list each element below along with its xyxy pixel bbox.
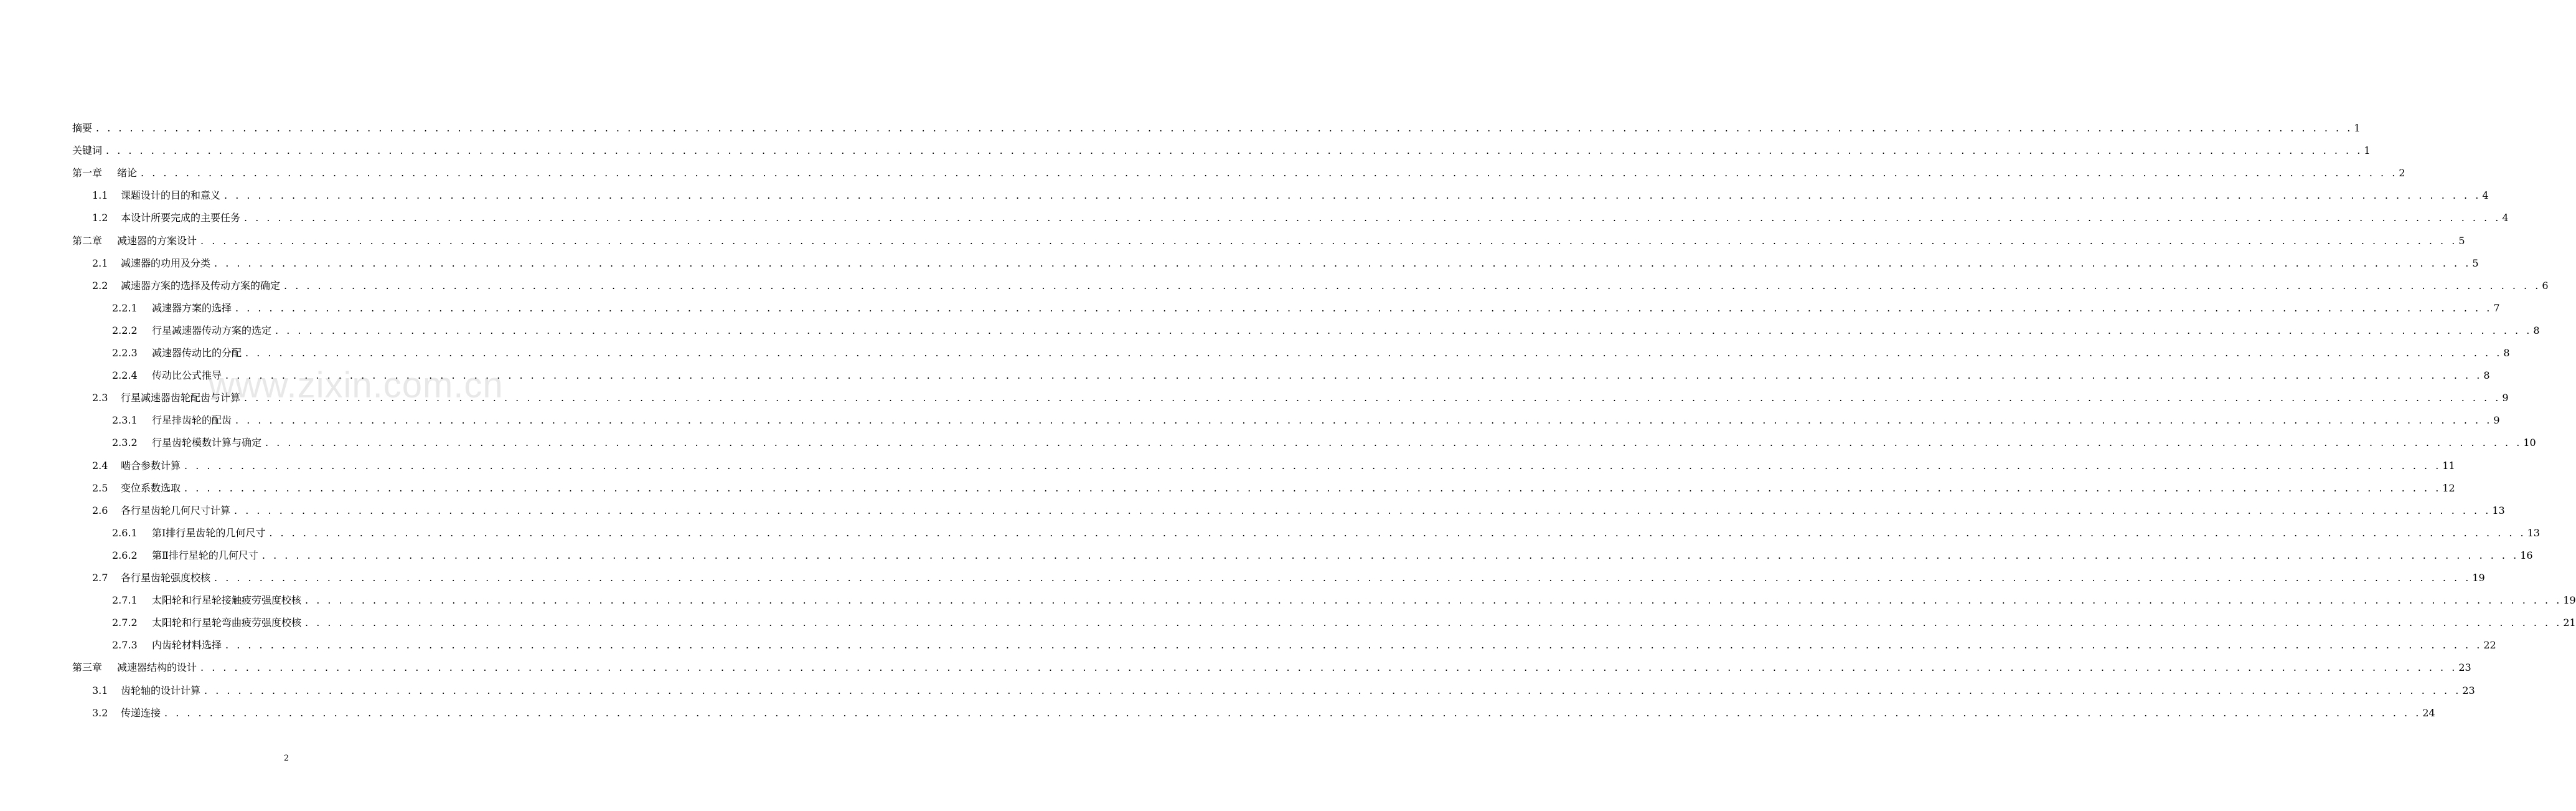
toc-entry-page: 8 [2483, 369, 2490, 382]
toc-dot-leader: . . . . . . . . . . . . . . . . . . . . . . . . . . . . . . . . . . . . . . . . . . . . . . . . . . . . . . . . . . . . . . . . . . . . . . . . . . . . . . . . . . . . . . . . . . . . . . . . . . . . . . . . . . . . . . . . . . . . . . . . . . . . . . . . . . . . . . . . . . . . . . . . . . . . . . . . . . . . . . . . . . . . . . . . . . . . . . . . . . . . . . . . . . . . . . . . . . . . . . . . [204, 684, 2461, 696]
toc-dot-leader: . . . . . . . . . . . . . . . . . . . . . . . . . . . . . . . . . . . . . . . . . . . . . . . . . . . . . . . . . . . . . . . . . . . . . . . . . . . . . . . . . . . . . . . . . . . . . . . . . . . . . . . . . . . . . . . . . . . . . . . . . . . . . . . . . . . . . . . . . . . . . . . . . . . . . . . . . . . . . . . . . . . . . . . . . . . . . . . . . . . . . . . . . . . . . . . . . . . . . . . . [305, 617, 2562, 629]
toc-entry[interactable] [112, 430, 2536, 449]
toc-entry[interactable] [72, 116, 2361, 135]
toc-entry-page: 19 [2472, 572, 2485, 584]
toc-entry-title: 啮合参数计算 [121, 459, 181, 472]
toc-entry-title: 太阳轮和行星轮接触疲劳强度校核 [152, 594, 302, 607]
toc-dot-leader: . . . . . . . . . . . . . . . . . . . . . . . . . . . . . . . . . . . . . . . . . . . . . . . . . . . . . . . . . . . . . . . . . . . . . . . . . . . . . . . . . . . . . . . . . . . . . . . . . . . . . . . . . . . . . . . . . . . . . . . . . . . . . . . . . . . . . . . . . . . . . . . . . . . . . . . . . . . . . . . . . . . . . . . . . . . . . . . . . . . . . . . . . . . . . . . . . . . . . . . . [214, 257, 2471, 269]
toc-entry[interactable] [112, 521, 2540, 539]
toc-entry-title: 各行星齿轮强度校核 [121, 572, 211, 584]
toc-dot-leader: . . . . . . . . . . . . . . . . . . . . . . . . . . . . . . . . . . . . . . . . . . . . . . . . . . . . . . . . . . . . . . . . . . . . . . . . . . . . . . . . . . . . . . . . . . . . . . . . . . . . . . . . . . . . . . . . . . . . . . . . . . . . . . . . . . . . . . . . . . . . . . . . . . . . . . . . . . . . . . . . . . . . . . . . . . . . . . . . . . . . . . . . . . . . . . . . . . . . . . . . [225, 639, 2483, 652]
toc-entry-page: 4 [2482, 189, 2489, 202]
toc-entry[interactable] [92, 701, 2435, 719]
toc-entry-page: 23 [2462, 684, 2475, 696]
toc-entry-number: 2.6.1 [112, 526, 138, 539]
toc-dot-leader: . . . . . . . . . . . . . . . . . . . . . . . . . . . . . . . . . . . . . . . . . . . . . . . . . . . . . . . . . . . . . . . . . . . . . . . . . . . . . . . . . . . . . . . . . . . . . . . . . . . . . . . . . . . . . . . . . . . . . . . . . . . . . . . . . . . . . . . . . . . . . . . . . . . . . . . . . . . . . . . . . . . . . . . . . . . . . . . . . . . . . . . . . . . . . . . . . . . . . . . . [269, 526, 2526, 539]
toc-dot-leader: . . . . . . . . . . . . . . . . . . . . . . . . . . . . . . . . . . . . . . . . . . . . . . . . . . . . . . . . . . . . . . . . . . . . . . . . . . . . . . . . . . . . . . . . . . . . . . . . . . . . . . . . . . . . . . . . . . . . . . . . . . . . . . . . . . . . . . . . . . . . . . . . . . . . . . . . . . . . . . . . . . . . . . . . . . . . . . . . . . . . . . . . . . . . . . . . . . . . . . . . [200, 234, 2458, 247]
toc-entry-number: 2.3.1 [112, 414, 138, 427]
toc-entry-number: 2.5 [92, 481, 108, 494]
toc-dot-leader: . . . . . . . . . . . . . . . . . . . . . . . . . . . . . . . . . . . . . . . . . . . . . . . . . . . . . . . . . . . . . . . . . . . . . . . . . . . . . . . . . . . . . . . . . . . . . . . . . . . . . . . . . . . . . . . . . . . . . . . . . . . . . . . . . . . . . . . . . . . . . . . . . . . . . . . . . . . . . . . . . . . . . . . . . . . . . . . . . . . . . . . . . . . . . . . . . . . . . . . . [234, 504, 2491, 516]
toc-entry-title: 关键词 [72, 145, 103, 157]
toc-entry-title: 减速器的功用及分类 [121, 257, 211, 269]
toc-dot-leader: . . . . . . . . . . . . . . . . . . . . . . . . . . . . . . . . . . . . . . . . . . . . . . . . . . . . . . . . . . . . . . . . . . . . . . . . . . . . . . . . . . . . . . . . . . . . . . . . . . . . . . . . . . . . . . . . . . . . . . . . . . . . . . . . . . . . . . . . . . . . . . . . . . . . . . . . . . . . . . . . . . . . . . . . . . . . . . . . . . . . . . . . . . . . . . . . . . . . . . . . [245, 347, 2503, 359]
toc-entry-page: 19 [2563, 594, 2576, 607]
toc-entry-page: 7 [2493, 301, 2500, 314]
toc-dot-leader: . . . . . . . . . . . . . . . . . . . . . . . . . . . . . . . . . . . . . . . . . . . . . . . . . . . . . . . . . . . . . . . . . . . . . . . . . . . . . . . . . . . . . . . . . . . . . . . . . . . . . . . . . . . . . . . . . . . . . . . . . . . . . . . . . . . . . . . . . . . . . . . . . . . . . . . . . . . . . . . . . . . . . . . . . . . . . . . . . . . . . . . . . . . . . . . . . . . . . . . . [225, 369, 2483, 382]
toc-entry-title: 课题设计的目的和意义 [121, 189, 221, 202]
toc-entry-title: 第Ⅰ排行星齿轮的几何尺寸 [152, 526, 266, 539]
toc-entry[interactable] [72, 161, 2405, 179]
toc-dot-leader: . . . . . . . . . . . . . . . . . . . . . . . . . . . . . . . . . . . . . . . . . . . . . . . . . . . . . . . . . . . . . . . . . . . . . . . . . . . . . . . . . . . . . . . . . . . . . . . . . . . . . . . . . . . . . . . . . . . . . . . . . . . . . . . . . . . . . . . . . . . . . . . . . . . . . . . . . . . . . . . . . . . . . . . . . . . . . . . . . . . . . . . . . . . . . . . . . . . . . . . . [284, 279, 2541, 292]
toc-dot-leader: . . . . . . . . . . . . . . . . . . . . . . . . . . . . . . . . . . . . . . . . . . . . . . . . . . . . . . . . . . . . . . . . . . . . . . . . . . . . . . . . . . . . . . . . . . . . . . . . . . . . . . . . . . . . . . . . . . . . . . . . . . . . . . . . . . . . . . . . . . . . . . . . . . . . . . . . . . . . . . . . . . . . . . . . . . . . . . . . . . . . . . . . . . . . . . . . . . . . . . . . [96, 122, 2353, 134]
toc-entry-page: 13 [2527, 526, 2540, 539]
toc-entry-title: 减速器方案的选择及传动方案的确定 [121, 279, 281, 292]
toc-entry-page: 22 [2483, 639, 2496, 652]
toc-entry-title: 各行星齿轮几何尺寸计算 [121, 504, 231, 516]
toc-entry[interactable] [92, 453, 2455, 472]
toc-entry-page: 23 [2458, 662, 2471, 674]
toc-entry-title: 内齿轮材料选择 [152, 639, 222, 652]
toc-entry-number: 2.7.2 [112, 617, 138, 629]
toc-dot-leader: . . . . . . . . . . . . . . . . . . . . . . . . . . . . . . . . . . . . . . . . . . . . . . . . . . . . . . . . . . . . . . . . . . . . . . . . . . . . . . . . . . . . . . . . . . . . . . . . . . . . . . . . . . . . . . . . . . . . . . . . . . . . . . . . . . . . . . . . . . . . . . . . . . . . . . . . . . . . . . . . . . . . . . . . . . . . . . . . . . . . . . . . . . . . . . . . . . . . . . . . [235, 414, 2493, 427]
toc-entry[interactable] [112, 633, 2496, 652]
toc-dot-leader: . . . . . . . . . . . . . . . . . . . . . . . . . . . . . . . . . . . . . . . . . . . . . . . . . . . . . . . . . . . . . . . . . . . . . . . . . . . . . . . . . . . . . . . . . . . . . . . . . . . . . . . . . . . . . . . . . . . . . . . . . . . . . . . . . . . . . . . . . . . . . . . . . . . . . . . . . . . . . . . . . . . . . . . . . . . . . . . . . . . . . . . . . . . . . . . . . . . . . . . . [141, 167, 2398, 179]
toc-entry-number: 第一章 [72, 167, 103, 179]
toc-entry[interactable] [72, 138, 2371, 157]
toc-entry-number: 2.1 [92, 257, 108, 269]
toc-dot-leader: . . . . . . . . . . . . . . . . . . . . . . . . . . . . . . . . . . . . . . . . . . . . . . . . . . . . . . . . . . . . . . . . . . . . . . . . . . . . . . . . . . . . . . . . . . . . . . . . . . . . . . . . . . . . . . . . . . . . . . . . . . . . . . . . . . . . . . . . . . . . . . . . . . . . . . . . . . . . . . . . . . . . . . . . . . . . . . . . . . . . . . . . . . . . . . . . . . . . . . . . [261, 549, 2519, 561]
toc-dot-leader: . . . . . . . . . . . . . . . . . . . . . . . . . . . . . . . . . . . . . . . . . . . . . . . . . . . . . . . . . . . . . . . . . . . . . . . . . . . . . . . . . . . . . . . . . . . . . . . . . . . . . . . . . . . . . . . . . . . . . . . . . . . . . . . . . . . . . . . . . . . . . . . . . . . . . . . . . . . . . . . . . . . . . . . . . . . . . . . . . . . . . . . . . . . . . . . . . . . . . . . . [224, 189, 2481, 202]
toc-entry-title: 变位系数选取 [121, 481, 181, 494]
toc-entry-number: 2.3.2 [112, 437, 138, 449]
toc-entry[interactable] [112, 588, 2576, 607]
toc-entry-page: 1 [2354, 122, 2361, 134]
toc-entry-page: 5 [2472, 257, 2479, 269]
toc-entry-number: 2.2.3 [112, 347, 138, 359]
toc-entry[interactable] [72, 229, 2465, 247]
toc-entry-title: 行星排齿轮的配齿 [152, 414, 232, 427]
toc-entry[interactable] [92, 566, 2485, 584]
toc-entry-page: 12 [2442, 481, 2455, 494]
toc-entry-title: 齿轮轴的设计计算 [121, 684, 201, 696]
toc-dot-leader: . . . . . . . . . . . . . . . . . . . . . . . . . . . . . . . . . . . . . . . . . . . . . . . . . . . . . . . . . . . . . . . . . . . . . . . . . . . . . . . . . . . . . . . . . . . . . . . . . . . . . . . . . . . . . . . . . . . . . . . . . . . . . . . . . . . . . . . . . . . . . . . . . . . . . . . . . . . . . . . . . . . . . . . . . . . . . . . . . . . . . . . . . . . . . . . . . . . . . . . . [244, 212, 2501, 224]
toc-dot-leader: . . . . . . . . . . . . . . . . . . . . . . . . . . . . . . . . . . . . . . . . . . . . . . . . . . . . . . . . . . . . . . . . . . . . . . . . . . . . . . . . . . . . . . . . . . . . . . . . . . . . . . . . . . . . . . . . . . . . . . . . . . . . . . . . . . . . . . . . . . . . . . . . . . . . . . . . . . . . . . . . . . . . . . . . . . . . . . . . . . . . . . . . . . . . . . . . . . . . . . . . [235, 301, 2493, 314]
toc-entry-title: 绪论 [117, 167, 138, 179]
toc-dot-leader: . . . . . . . . . . . . . . . . . . . . . . . . . . . . . . . . . . . . . . . . . . . . . . . . . . . . . . . . . . . . . . . . . . . . . . . . . . . . . . . . . . . . . . . . . . . . . . . . . . . . . . . . . . . . . . . . . . . . . . . . . . . . . . . . . . . . . . . . . . . . . . . . . . . . . . . . . . . . . . . . . . . . . . . . . . . . . . . . . . . . . . . . . . . . . . . . . . . . . . . . [164, 706, 2422, 719]
toc-entry[interactable] [92, 206, 2509, 224]
toc-entry-number: 2.2 [92, 279, 108, 292]
toc-entry[interactable] [112, 610, 2576, 629]
toc-entry-page: 16 [2520, 549, 2533, 561]
toc-entry-title: 太阳轮和行星轮弯曲疲劳强度校核 [152, 617, 302, 629]
toc-entry-number: 2.2.1 [112, 301, 138, 314]
toc-entry-title: 减速器方案的选择 [152, 301, 232, 314]
toc-entry-title: 减速器结构的设计 [117, 662, 197, 674]
toc-entry-title: 减速器的方案设计 [117, 234, 197, 247]
toc-entry-page: 21 [2563, 617, 2576, 629]
toc-dot-leader: . . . . . . . . . . . . . . . . . . . . . . . . . . . . . . . . . . . . . . . . . . . . . . . . . . . . . . . . . . . . . . . . . . . . . . . . . . . . . . . . . . . . . . . . . . . . . . . . . . . . . . . . . . . . . . . . . . . . . . . . . . . . . . . . . . . . . . . . . . . . . . . . . . . . . . . . . . . . . . . . . . . . . . . . . . . . . . . . . . . . . . . . . . . . . . . . . . . . . . . . [106, 145, 2363, 157]
toc-entry-number: 2.7.1 [112, 594, 138, 607]
toc-entry-number: 2.6.2 [112, 549, 138, 561]
toc-entry-number: 2.3 [92, 392, 108, 404]
toc-entry[interactable] [92, 386, 2509, 404]
toc-entry-page: 2 [2399, 167, 2405, 179]
toc-dot-leader: . . . . . . . . . . . . . . . . . . . . . . . . . . . . . . . . . . . . . . . . . . . . . . . . . . . . . . . . . . . . . . . . . . . . . . . . . . . . . . . . . . . . . . . . . . . . . . . . . . . . . . . . . . . . . . . . . . . . . . . . . . . . . . . . . . . . . . . . . . . . . . . . . . . . . . . . . . . . . . . . . . . . . . . . . . . . . . . . . . . . . . . . . . . . . . . . . . . . . . . . [214, 572, 2471, 584]
toc-entry-title: 行星齿轮模数计算与确定 [152, 437, 262, 449]
toc-dot-leader: . . . . . . . . . . . . . . . . . . . . . . . . . . . . . . . . . . . . . . . . . . . . . . . . . . . . . . . . . . . . . . . . . . . . . . . . . . . . . . . . . . . . . . . . . . . . . . . . . . . . . . . . . . . . . . . . . . . . . . . . . . . . . . . . . . . . . . . . . . . . . . . . . . . . . . . . . . . . . . . . . . . . . . . . . . . . . . . . . . . . . . . . . . . . . . . . . . . . . . . . [200, 662, 2458, 674]
toc-entry[interactable] [92, 273, 2549, 292]
toc-entry-title: 摘要 [72, 122, 93, 134]
toc-entry-page: 5 [2458, 234, 2465, 247]
toc-entry-page: 11 [2442, 459, 2455, 472]
toc-dot-leader: . . . . . . . . . . . . . . . . . . . . . . . . . . . . . . . . . . . . . . . . . . . . . . . . . . . . . . . . . . . . . . . . . . . . . . . . . . . . . . . . . . . . . . . . . . . . . . . . . . . . . . . . . . . . . . . . . . . . . . . . . . . . . . . . . . . . . . . . . . . . . . . . . . . . . . . . . . . . . . . . . . . . . . . . . . . . . . . . . . . . . . . . . . . . . . . . . . . . . . . . [305, 594, 2562, 607]
toc-entry-title: 传动比公式推导 [152, 369, 222, 382]
toc-entry-number: 2.2.4 [112, 369, 138, 382]
toc-entry-title: 减速器传动比的分配 [152, 347, 242, 359]
toc-entry-page: 8 [2533, 324, 2540, 336]
toc-entry[interactable] [112, 296, 2500, 315]
toc-entry[interactable] [112, 408, 2500, 427]
toc-entry[interactable] [92, 476, 2455, 495]
toc-entry-page: 1 [2364, 145, 2371, 157]
toc-entry-page: 4 [2502, 212, 2509, 224]
toc-entry-number: 第二章 [72, 234, 103, 247]
toc-entry-title: 第Ⅱ排行星轮的几何尺寸 [152, 549, 258, 561]
toc-entry-number: 3.2 [92, 706, 108, 719]
toc-dot-leader: . . . . . . . . . . . . . . . . . . . . . . . . . . . . . . . . . . . . . . . . . . . . . . . . . . . . . . . . . . . . . . . . . . . . . . . . . . . . . . . . . . . . . . . . . . . . . . . . . . . . . . . . . . . . . . . . . . . . . . . . . . . . . . . . . . . . . . . . . . . . . . . . . . . . . . . . . . . . . . . . . . . . . . . . . . . . . . . . . . . . . . . . . . . . . . . . . . . . . . . . [184, 459, 2442, 472]
toc-entry-number: 2.7 [92, 572, 108, 584]
toc-dot-leader: . . . . . . . . . . . . . . . . . . . . . . . . . . . . . . . . . . . . . . . . . . . . . . . . . . . . . . . . . . . . . . . . . . . . . . . . . . . . . . . . . . . . . . . . . . . . . . . . . . . . . . . . . . . . . . . . . . . . . . . . . . . . . . . . . . . . . . . . . . . . . . . . . . . . . . . . . . . . . . . . . . . . . . . . . . . . . . . . . . . . . . . . . . . . . . . . . . . . . . . . [244, 392, 2501, 404]
toc-entry[interactable] [72, 655, 2471, 674]
toc-entry[interactable] [112, 543, 2533, 562]
toc-entry[interactable] [92, 678, 2475, 697]
toc-entry[interactable] [92, 498, 2505, 517]
toc-entry-number: 2.6 [92, 504, 108, 516]
watermark: www.zixin.com.cn [209, 365, 504, 406]
page-number: 2 [283, 754, 289, 763]
toc-entry-page: 6 [2542, 279, 2549, 292]
toc-dot-leader: . . . . . . . . . . . . . . . . . . . . . . . . . . . . . . . . . . . . . . . . . . . . . . . . . . . . . . . . . . . . . . . . . . . . . . . . . . . . . . . . . . . . . . . . . . . . . . . . . . . . . . . . . . . . . . . . . . . . . . . . . . . . . . . . . . . . . . . . . . . . . . . . . . . . . . . . . . . . . . . . . . . . . . . . . . . . . . . . . . . . . . . . . . . . . . . . . . . . . . . . [275, 324, 2532, 336]
toc-entry-title: 本设计所要完成的主要任务 [121, 212, 241, 224]
toc-entry-number: 2.2.2 [112, 324, 138, 336]
toc-entry[interactable] [112, 363, 2490, 382]
toc-entry-page: 9 [2493, 414, 2500, 427]
toc-dot-leader: . . . . . . . . . . . . . . . . . . . . . . . . . . . . . . . . . . . . . . . . . . . . . . . . . . . . . . . . . . . . . . . . . . . . . . . . . . . . . . . . . . . . . . . . . . . . . . . . . . . . . . . . . . . . . . . . . . . . . . . . . . . . . . . . . . . . . . . . . . . . . . . . . . . . . . . . . . . . . . . . . . . . . . . . . . . . . . . . . . . . . . . . . . . . . . . . . . . . . . . . [184, 481, 2442, 494]
toc-entry[interactable] [112, 341, 2510, 359]
toc-entry-title: 行星减速器齿轮配齿与计算 [121, 392, 241, 404]
toc-entry-number: 1.1 [92, 189, 108, 202]
toc-entry-number: 第三章 [72, 662, 103, 674]
toc-entry[interactable] [92, 251, 2479, 270]
toc-entry-number: 2.4 [92, 459, 108, 472]
toc-entry[interactable] [92, 183, 2489, 202]
toc-entry-page: 24 [2422, 706, 2435, 719]
toc-entry-page: 9 [2502, 392, 2509, 404]
toc-entry-page: 8 [2503, 347, 2510, 359]
toc-entry-number: 2.7.3 [112, 639, 138, 652]
toc-entry[interactable] [112, 318, 2540, 337]
toc-entry-number: 1.2 [92, 212, 108, 224]
toc-entry-title: 传递连接 [121, 706, 161, 719]
toc-entry-page: 10 [2523, 437, 2536, 449]
toc-entry-number: 3.1 [92, 684, 108, 696]
toc-entry-title: 行星减速器传动方案的选定 [152, 324, 272, 336]
toc-dot-leader: . . . . . . . . . . . . . . . . . . . . . . . . . . . . . . . . . . . . . . . . . . . . . . . . . . . . . . . . . . . . . . . . . . . . . . . . . . . . . . . . . . . . . . . . . . . . . . . . . . . . . . . . . . . . . . . . . . . . . . . . . . . . . . . . . . . . . . . . . . . . . . . . . . . . . . . . . . . . . . . . . . . . . . . . . . . . . . . . . . . . . . . . . . . . . . . . . . . . . . . . [265, 437, 2522, 449]
toc-entry-page: 13 [2492, 504, 2505, 516]
